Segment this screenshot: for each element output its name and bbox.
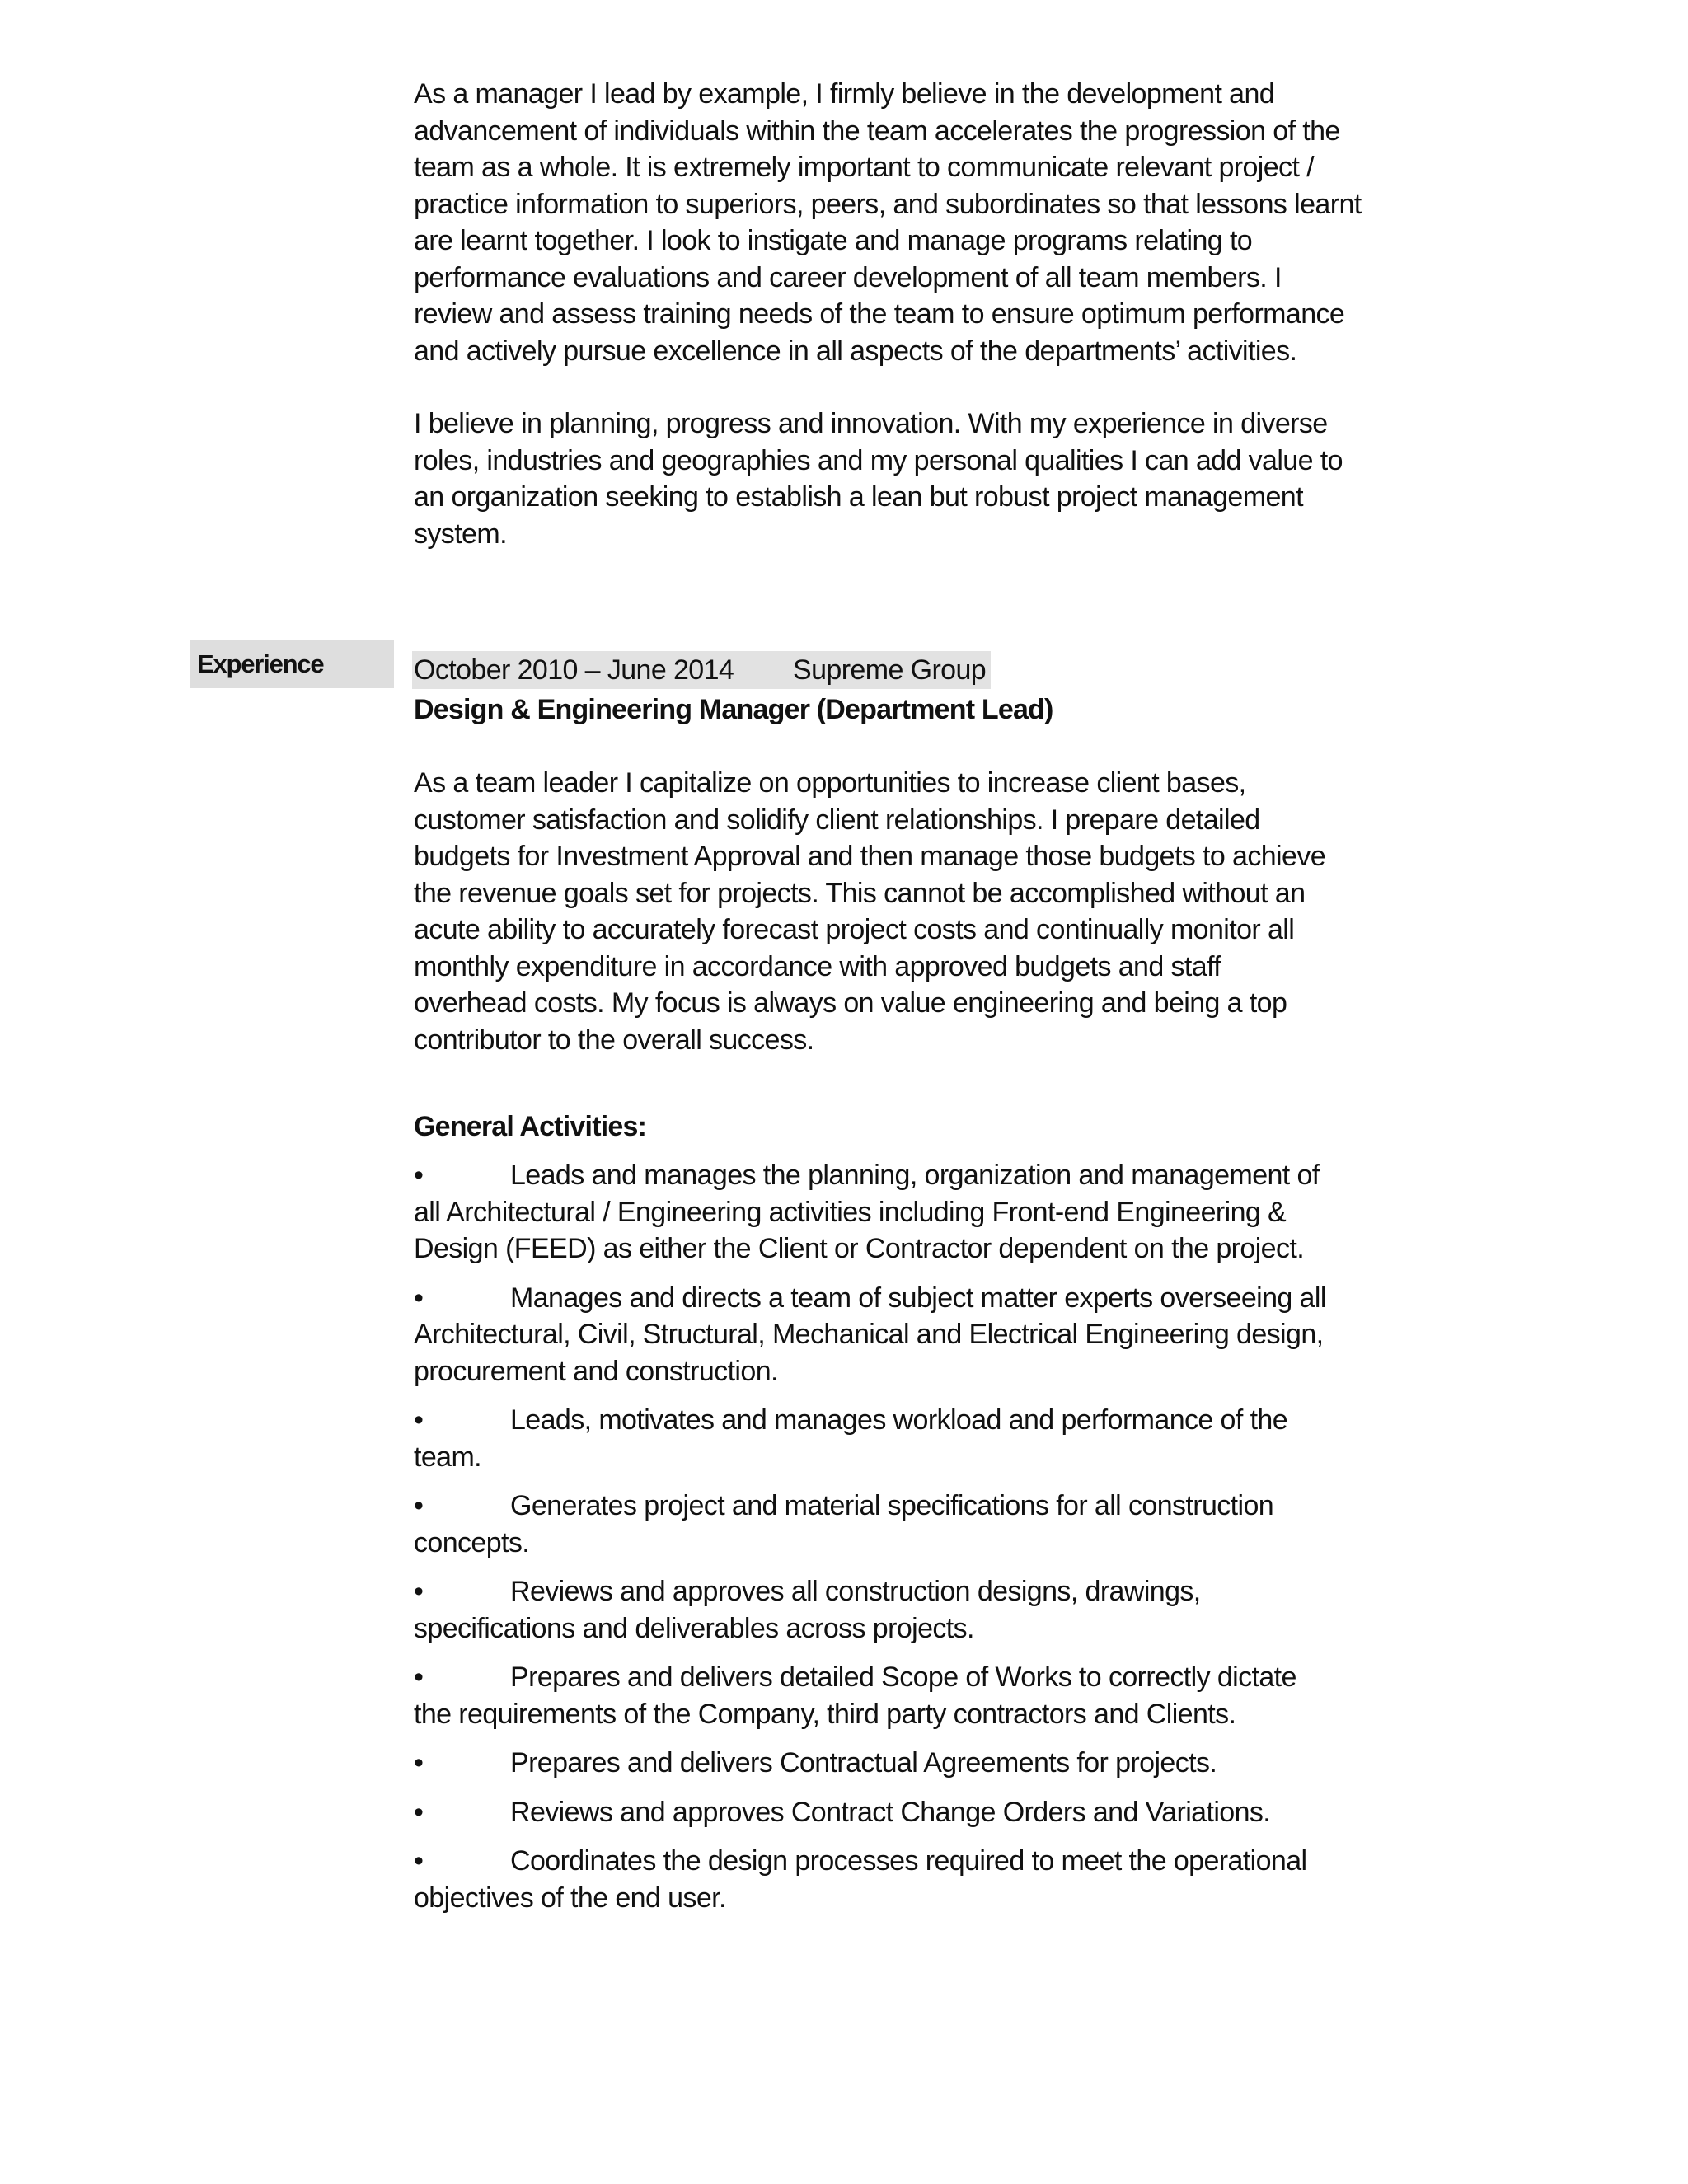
summary-paragraph: I believe in planning, progress and innovation. With my experience in diverse roles, industries and geographies and my personal qualities I can add value to an organization seeking to establish a lean but robust project management system.: [414, 408, 1343, 550]
list-item: • Generates project and material specifications for all construction concepts.: [414, 1488, 1403, 1561]
job-description: [414, 765, 1403, 1058]
list-item: • Reviews and approves all construction designs, drawings, specifications and deliverables across projects.: [414, 1573, 1403, 1647]
job-dates-company: [412, 651, 991, 689]
job-dates: October 2010 – June 2014: [414, 654, 734, 686]
list-item: • Manages and directs a team of subject matter experts overseeing all Architectural, Civil, Structural, Mechanical and Electrical Engineering design, procurement and construction.: [414, 1280, 1403, 1390]
bullet-icon: •: [414, 1160, 424, 1191]
summary-paragraph: As a manager I lead by example, I firmly believe in the development and advancement of individuals within the team accelerates the progression of the team as a whole. It is extremely important to communicate relevant project / practice information to superiors, peers, and subordinates so that lessons learnt are learnt together. I look to instigate and manage programs relating to performance evaluations and career development of all team members. I review and assess training needs of the team to ensure optimum performance and actively pursue excellence in all aspects of the departments’ activities.: [414, 78, 1362, 367]
bullet-icon: •: [414, 1747, 424, 1779]
list-item: • Coordinates the design processes required to meet the operational objectives of the end user.: [414, 1843, 1403, 1916]
list-item: • Leads and manages the planning, organization and management of all Architectural / Engineering activities including Front-end Engineering & Design (FEED) as either the Client or Contractor dependent on the project.: [414, 1157, 1403, 1268]
activities-heading: General Activities:: [414, 1111, 647, 1142]
bullet-icon: •: [414, 1282, 424, 1314]
bullet-icon: •: [414, 1576, 424, 1607]
experience-section-label: Experience: [190, 640, 394, 688]
job-title: Design & Engineering Manager (Department Lead): [414, 694, 1053, 725]
list-item: • Leads, motivates and manages workload and performance of the team.: [414, 1402, 1403, 1475]
bullet-icon: •: [414, 1661, 424, 1693]
bullet-icon: •: [414, 1845, 424, 1877]
list-item: • Reviews and approves Contract Change Orders and Variations.: [414, 1794, 1403, 1831]
bullet-icon: •: [414, 1490, 424, 1521]
list-item: • Prepares and delivers detailed Scope of Works to correctly dictate the requirements of the Company, third party contractors and Clients.: [414, 1659, 1403, 1732]
list-item: • Prepares and delivers Contractual Agreements for projects.: [414, 1745, 1403, 1782]
summary-section-2: [414, 405, 1403, 552]
job-description-text: As a team leader I capitalize on opportunities to increase client bases, customer satisfaction and solidify client relationships. I prepare detailed budgets for Investment Approval and then manage those budgets to achieve the revenue goals set for projects. This cannot be accomplished without an acute ability to accurately forecast project costs and continually monitor all monthly expenditure in accordance with approved budgets and staff overhead costs. My focus is always on value engineering and being a top contributor to the overall success.: [414, 767, 1326, 1056]
bullet-icon: •: [414, 1404, 424, 1436]
activities-list: [414, 1157, 1403, 1929]
job-company: Supreme Group: [793, 654, 987, 686]
bullet-icon: •: [414, 1796, 424, 1828]
summary-section: [414, 76, 1403, 369]
